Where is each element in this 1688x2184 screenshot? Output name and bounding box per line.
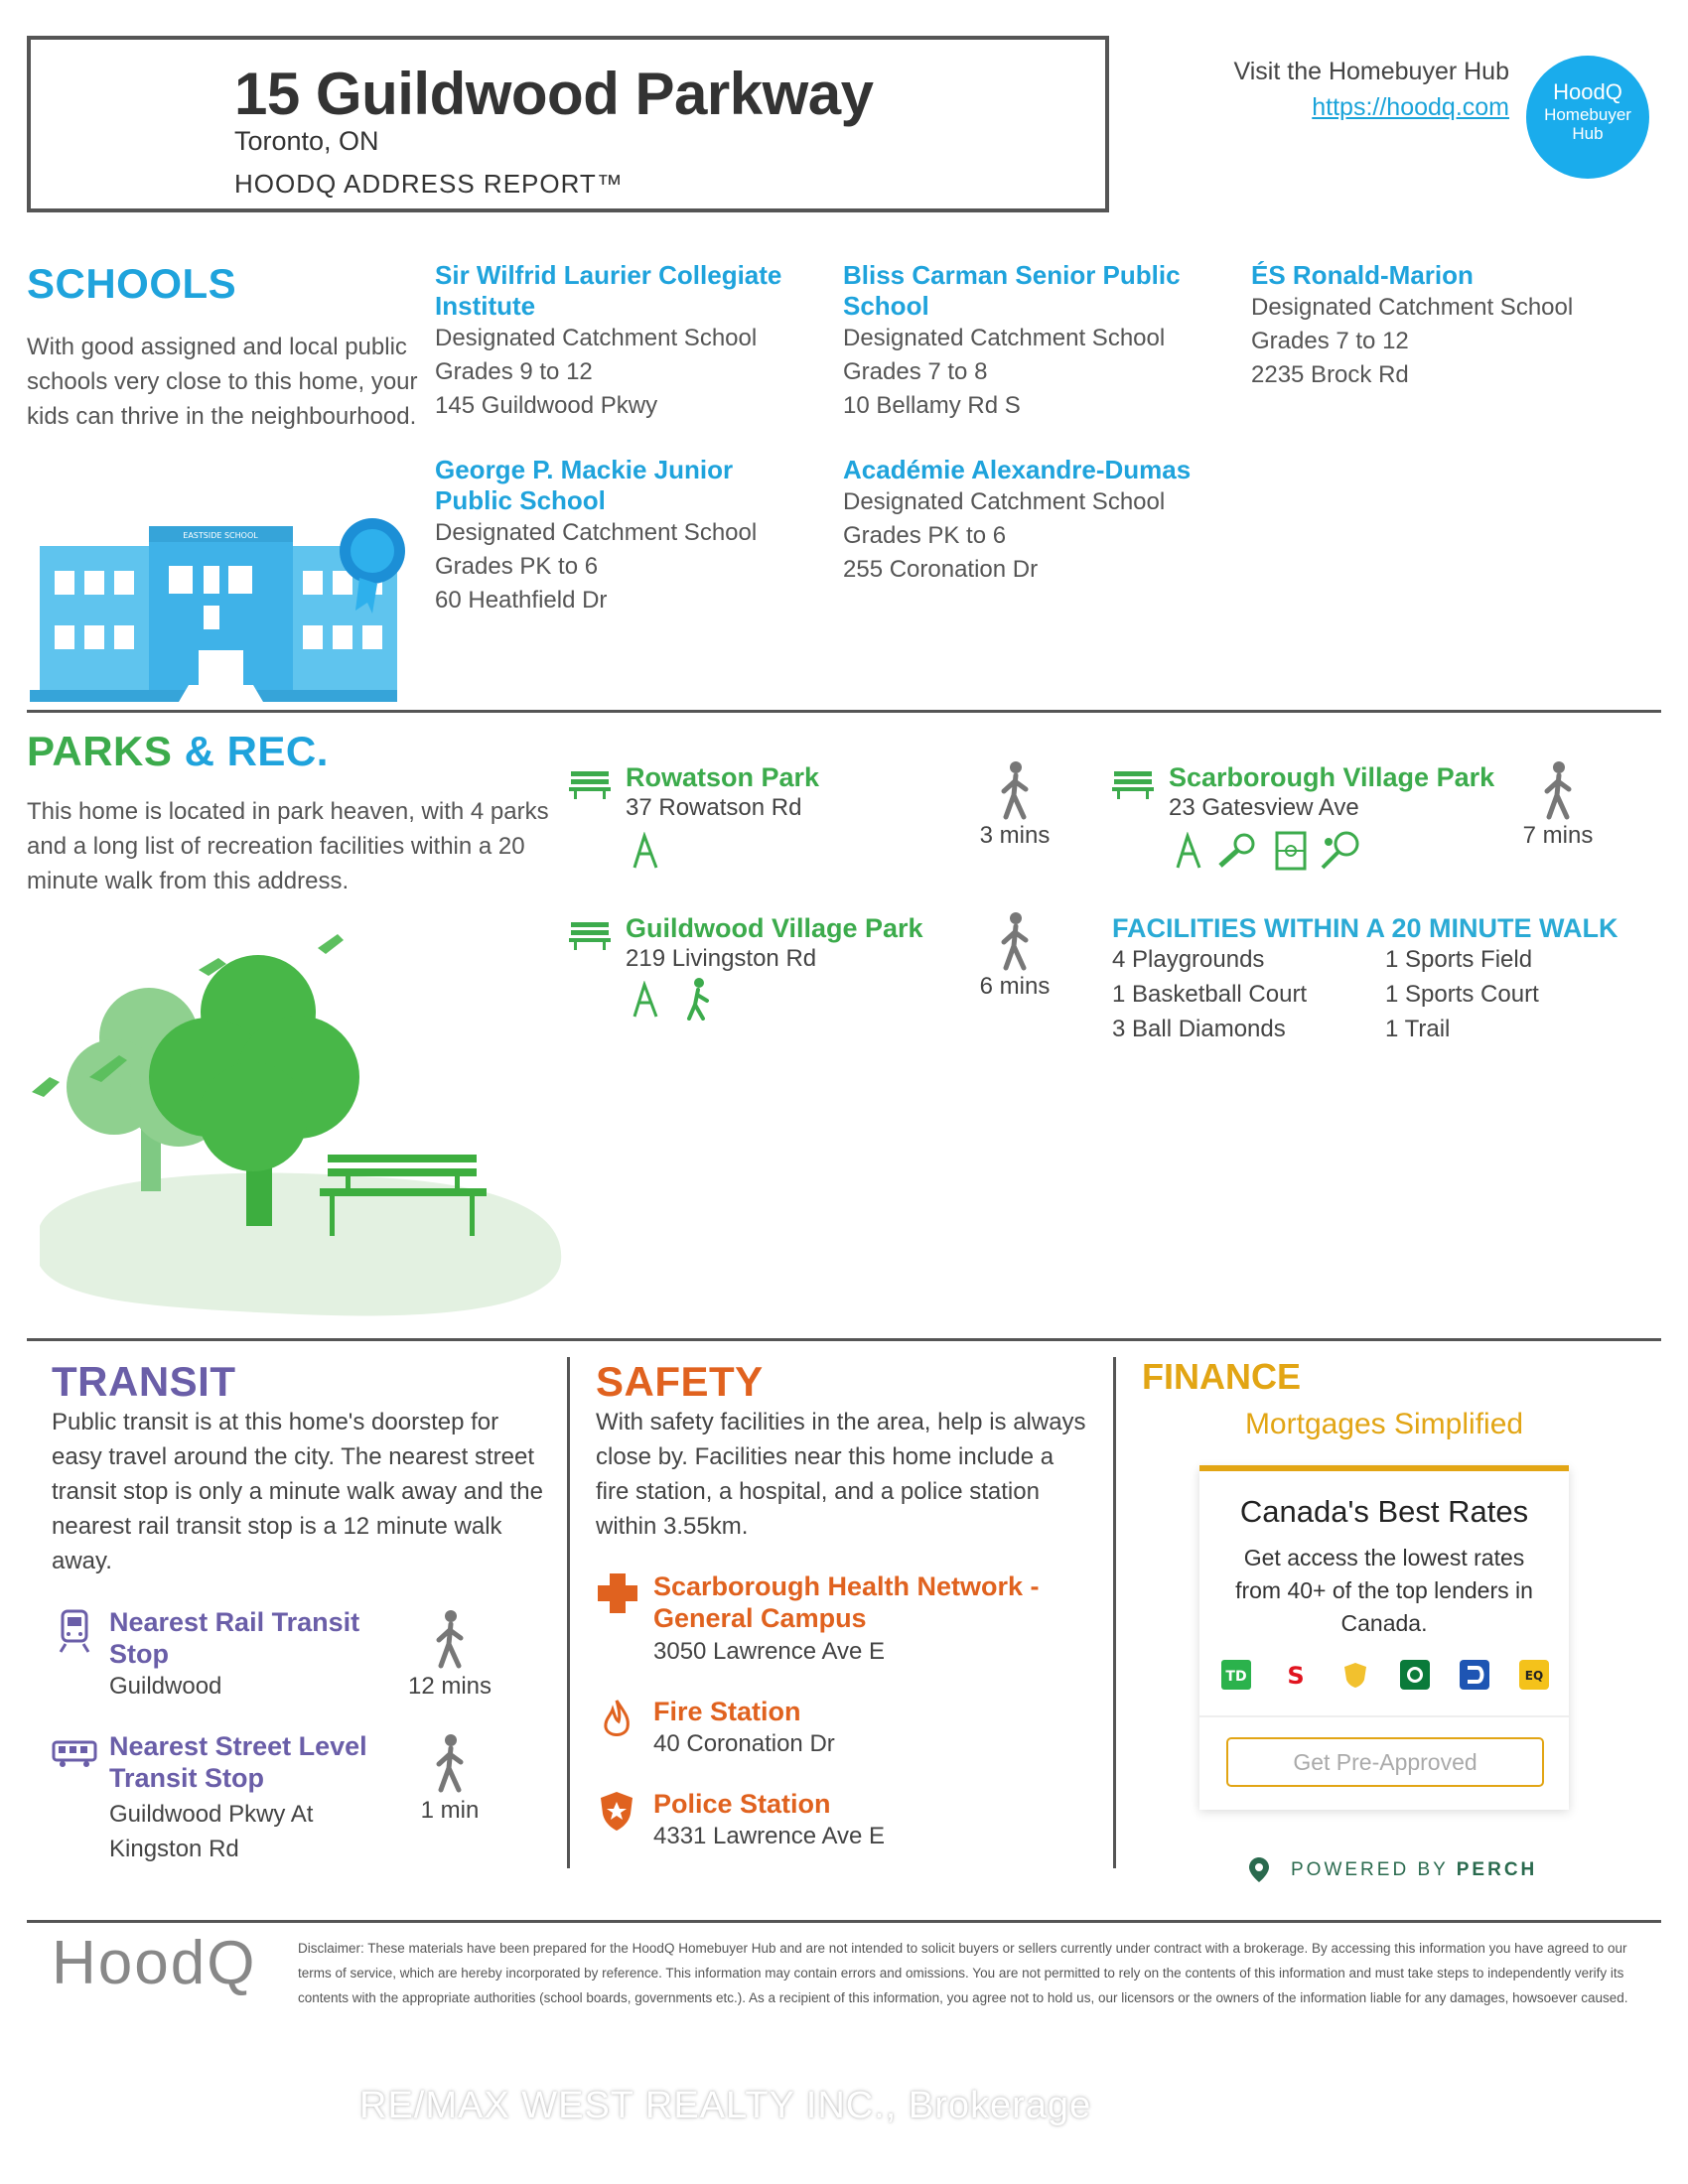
- safety-description: With safety facilities in the area, help is always close by. Facilities near this home include a fire station, a hospital, and a police station within 3.55km.: [596, 1409, 1086, 1540]
- school-type: Designated Catchment School: [843, 325, 1166, 351]
- badge-line1: HoodQ: [1553, 79, 1622, 104]
- bus-icon: [52, 1739, 97, 1769]
- rbc-shield-icon: [1340, 1660, 1370, 1690]
- parks-title-a: PARKS: [27, 728, 173, 774]
- school-name[interactable]: Sir Wilfrid Laurier Collegiate Institute: [435, 260, 782, 321]
- facility-item: 1 Sports Court: [1385, 981, 1539, 1008]
- desjardins-icon: [1460, 1660, 1489, 1690]
- powered-by-brand: PERCH: [1456, 1859, 1538, 1880]
- hospital-address: 3050 Lawrence Ave E: [653, 1638, 886, 1665]
- schools-title: SCHOOLS: [27, 260, 237, 307]
- walking-person-icon: [996, 759, 1036, 821]
- police-badge-icon: [599, 1790, 634, 1832]
- safety-title: SAFETY: [596, 1358, 764, 1405]
- police-station-address: 4331 Lawrence Ave E: [653, 1823, 886, 1849]
- badge-line3: Hub: [1572, 124, 1604, 143]
- facility-item: 1 Basketball Court: [1112, 981, 1308, 1008]
- park-address: 219 Livingston Rd: [626, 945, 817, 972]
- school-card[interactable]: [435, 260, 822, 423]
- park-name[interactable]: Guildwood Village Park: [626, 913, 923, 943]
- svg-text:EQ: EQ: [1524, 1669, 1544, 1683]
- school-grades: Grades 7 to 8: [843, 358, 988, 385]
- playground-icon: [631, 832, 662, 870]
- bench-icon: [569, 769, 611, 799]
- finance-card-accent: [1199, 1465, 1569, 1471]
- fire-icon: [602, 1698, 632, 1741]
- facility-item: 4 Playgrounds: [1112, 946, 1265, 973]
- park-address: 37 Rowatson Rd: [626, 794, 802, 821]
- school-card[interactable]: [843, 260, 1220, 423]
- school-name[interactable]: ÉS Ronald-Marion: [1251, 260, 1474, 290]
- hospital-name[interactable]: Scarborough Health Network - General Campus: [653, 1571, 1040, 1633]
- walking-person-icon: [1539, 759, 1579, 821]
- section-divider: [27, 1338, 1661, 1341]
- walk-time: 6 mins: [979, 973, 1051, 1000]
- facility-item: 1 Sports Field: [1385, 946, 1533, 973]
- school-card[interactable]: [1251, 260, 1648, 392]
- school-building-illustration: [30, 506, 417, 705]
- finance-title: FINANCE: [1142, 1356, 1301, 1397]
- schools-description: With good assigned and local public schools very close to this home, your kids can thrive in the neighbourhood.: [27, 334, 418, 430]
- parks-description: This home is located in park heaven, with 4 parks and a long list of recreation facilities within a 20 minute walk from this address.: [27, 798, 549, 894]
- city: Toronto, ON: [234, 126, 379, 156]
- column-divider: [567, 1357, 570, 1868]
- park-name[interactable]: Rowatson Park: [626, 762, 820, 792]
- eq-bank-icon: [1519, 1660, 1549, 1690]
- hiking-trail-icon: [683, 977, 713, 1021]
- bmo-icon: [1400, 1660, 1430, 1690]
- powered-by: [1291, 1859, 1537, 1881]
- school-sign: EASTSIDE SCHOOL: [183, 531, 258, 540]
- school-grades: Grades 7 to 12: [1251, 328, 1409, 354]
- school-type: Designated Catchment School: [435, 325, 758, 351]
- facility-item: 1 Trail: [1385, 1016, 1451, 1042]
- school-type: Designated Catchment School: [843, 488, 1166, 515]
- finance-card-text: Get access the lowest rates from 40+ of the top lenders in Canada.: [1235, 1545, 1533, 1636]
- school-grades: Grades 9 to 12: [435, 358, 593, 385]
- parks-title: [27, 728, 329, 775]
- walk-time: 1 min: [420, 1797, 480, 1824]
- walk-time: 3 mins: [979, 822, 1051, 849]
- bench-icon: [569, 920, 611, 950]
- baseball-icon: [1216, 832, 1260, 870]
- badge-line2: Homebuyer: [1544, 105, 1631, 124]
- walk-time: 7 mins: [1522, 822, 1594, 849]
- footer-divider: [27, 1920, 1661, 1923]
- brokerage-watermark: RE/MAX WEST REALTY INC., Brokerage: [359, 2085, 1092, 2126]
- school-address: 145 Guildwood Pkwy: [435, 392, 658, 419]
- sports-field-icon: [1274, 830, 1308, 872]
- finance-subtitle: Mortgages Simplified: [1244, 1408, 1524, 1440]
- walking-person-icon: [431, 1608, 471, 1670]
- powered-by-label: POWERED BY: [1291, 1859, 1449, 1880]
- finance-card-divider: [1199, 1715, 1569, 1717]
- facilities-title: FACILITIES WITHIN A 20 MINUTE WALK: [1112, 913, 1618, 943]
- transit-description: Public transit is at this home's doorstep for easy travel around the city. The nearest street transit stop is only a minute walk away and the nearest rail transit stop is a 12 minute walk away.: [52, 1409, 543, 1574]
- park-name[interactable]: Scarborough Village Park: [1169, 762, 1495, 792]
- street-transit-name: Guildwood Pkwy At Kingston Rd: [109, 1801, 314, 1862]
- park-illustration: [30, 928, 566, 1325]
- lender-logos: [1221, 1660, 1549, 1692]
- police-station-name[interactable]: Police Station: [653, 1789, 831, 1819]
- finance-card-title: Canada's Best Rates: [1239, 1494, 1529, 1529]
- visit-hub-label: Visit the Homebuyer Hub: [1233, 58, 1509, 85]
- column-divider: [1113, 1357, 1116, 1868]
- school-grades: Grades PK to 6: [435, 553, 599, 580]
- tennis-racquet-icon: [1319, 830, 1362, 872]
- street-transit-label[interactable]: Nearest Street Level Transit Stop: [109, 1731, 367, 1793]
- scotiabank-icon: [1281, 1660, 1311, 1690]
- school-type: Designated Catchment School: [1251, 294, 1574, 321]
- school-address: 60 Heathfield Dr: [435, 587, 608, 614]
- school-card[interactable]: [843, 455, 1230, 587]
- transit-title: TRANSIT: [52, 1358, 236, 1405]
- homebuyer-hub-badge[interactable]: [1526, 56, 1649, 179]
- school-address: 2235 Brock Rd: [1251, 361, 1409, 388]
- school-type: Designated Catchment School: [435, 519, 758, 546]
- school-grades: Grades PK to 6: [843, 522, 1007, 549]
- walk-time: 12 mins: [407, 1673, 492, 1700]
- facility-item: 3 Ball Diamonds: [1112, 1016, 1286, 1042]
- walking-person-icon: [431, 1732, 471, 1794]
- school-address: 255 Coronation Dr: [843, 556, 1039, 583]
- school-name[interactable]: Bliss Carman Senior Public School: [843, 260, 1181, 321]
- rail-transit-label[interactable]: Nearest Rail Transit Stop: [109, 1607, 360, 1669]
- school-name[interactable]: Académie Alexandre-Dumas: [843, 455, 1192, 484]
- school-card[interactable]: [435, 455, 792, 617]
- bench-icon: [1112, 769, 1154, 799]
- playground-icon: [1174, 832, 1205, 870]
- svg-text:TD: TD: [1225, 1669, 1247, 1685]
- disclaimer: Disclaimer: These materials have been prepared for the HoodQ Homebuyer Hub and are not intended to solicit buyers or sellers currently under contract with a brokerage. By accessing this information you have agreed to our terms of service, which are hereby incorporated by reference. This information may contain errors and omissions. You are not permitted to rely on the contents of this information and must take steps to independently verify its contents with the appropriate authorities (school boards, governments etc.). As a recipient of this information, you agree not to hold us, our licensors or the owners of the information liable for any damages, howsoever caused.: [298, 1941, 1628, 2005]
- svg-text:S: S: [1287, 1662, 1305, 1690]
- walking-person-icon: [996, 910, 1036, 972]
- rail-transit-name: Guildwood: [109, 1673, 222, 1700]
- train-icon: [58, 1608, 91, 1654]
- parks-title-b: & REC.: [172, 728, 329, 774]
- playground-icon: [631, 981, 662, 1019]
- fire-station-address: 40 Coronation Dr: [653, 1730, 835, 1757]
- report-label: HOODQ ADDRESS REPORT™: [234, 169, 624, 199]
- fire-station-name[interactable]: Fire Station: [653, 1697, 801, 1726]
- hospital-cross-icon: [596, 1571, 639, 1615]
- location-pin-icon: [1248, 1856, 1270, 1884]
- hoodq-logo: HoodQ: [52, 1929, 257, 1997]
- school-address: 10 Bellamy Rd S: [843, 392, 1021, 419]
- hub-link[interactable]: https://hoodq.com: [1312, 93, 1509, 121]
- get-pre-approved-button[interactable]: Get Pre-Approved: [1226, 1737, 1544, 1787]
- section-divider: [27, 710, 1661, 713]
- school-name[interactable]: George P. Mackie Junior Public School: [435, 455, 734, 515]
- park-address: 23 Gatesview Ave: [1169, 794, 1359, 821]
- td-bank-icon: [1221, 1660, 1251, 1690]
- address-title: 15 Guildwood Parkway: [234, 61, 874, 127]
